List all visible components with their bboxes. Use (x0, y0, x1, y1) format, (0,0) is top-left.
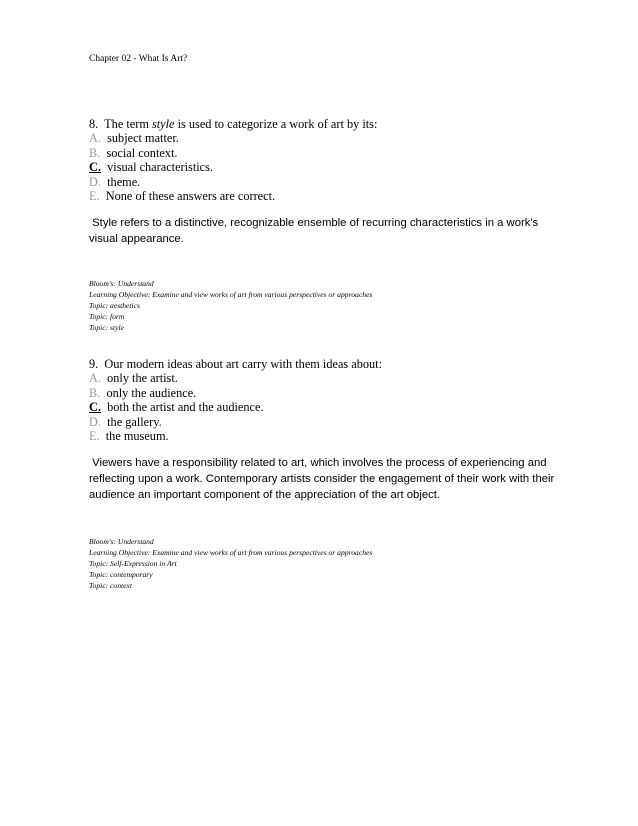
option-c-correct (89, 160, 559, 174)
option-text: only the artist. (107, 371, 178, 386)
option-e (89, 429, 559, 443)
option-text: only the audience. (106, 385, 197, 400)
meta-topic: Topic: aesthetics (89, 301, 140, 311)
explanation-text: Viewers have a responsibility related to art, which involves the process of experiencing and reflecting upon a work. Contemporary artists consider the engagement of their work with their audience an important component of the appreciation of the art object. (89, 457, 555, 502)
option-letter: A. (89, 371, 101, 386)
option-d (89, 415, 559, 429)
option-text: None of these answers are correct. (105, 189, 276, 204)
question-stem (89, 117, 559, 131)
option-text: theme. (107, 174, 141, 189)
explanation-text: Style refers to a distinctive, recognizable ensemble of recurring characteristics in a work's visual appearance. (89, 217, 539, 246)
meta-learning-objective: Learning Objective: Examine and view works of art from various perspectives or approaches (89, 548, 373, 558)
option-letter: A. (89, 131, 101, 146)
option-letter: B. (89, 385, 101, 400)
explanation (89, 455, 559, 503)
option-text: subject matter. (107, 131, 179, 146)
option-a (89, 131, 559, 145)
stem-text-post: is used to categorize a work of art by its: (174, 117, 378, 131)
question-stem (89, 357, 559, 371)
option-letter: E. (89, 189, 100, 204)
option-letter-correct: C. (89, 400, 101, 415)
option-letter-correct: C. (89, 160, 101, 175)
meta-blooms: Bloom's: Understand (89, 279, 154, 289)
question-metadata (89, 279, 559, 333)
meta-topic: Topic: contemporary (89, 569, 153, 579)
question-number: 8. (89, 117, 99, 131)
question-9 (89, 357, 559, 591)
option-letter: E. (89, 429, 100, 444)
option-text: visual characteristics. (107, 160, 213, 175)
option-text: both the artist and the audience. (107, 400, 264, 415)
option-c-correct (89, 400, 559, 414)
meta-topic: Topic: Self-Expression in Art (89, 559, 177, 569)
option-letter: D. (89, 414, 101, 429)
option-b (89, 386, 559, 400)
option-letter: B. (89, 145, 101, 160)
page-header: Chapter 02 - What Is Art? (89, 54, 188, 64)
option-a (89, 371, 559, 385)
option-letter: D. (89, 174, 101, 189)
option-e (89, 189, 559, 203)
option-text: the museum. (105, 429, 169, 444)
stem-text: Our modern ideas about art carry with them ideas about: (104, 357, 383, 371)
option-text: the gallery. (107, 414, 162, 429)
question-number: 9. (89, 357, 99, 371)
meta-topic: Topic: form (89, 311, 125, 321)
option-d (89, 175, 559, 189)
question-8 (89, 117, 559, 333)
question-metadata (89, 537, 559, 591)
stem-text-pre: The term (104, 117, 152, 131)
meta-topic: Topic: context (89, 580, 132, 590)
stem-text-emphasis: style (151, 117, 175, 131)
meta-topic: Topic: style (89, 322, 124, 332)
option-b (89, 146, 559, 160)
meta-learning-objective: Learning Objective: Examine and view works of art from various perspectives or approaches (89, 290, 373, 300)
explanation (89, 215, 559, 247)
meta-blooms: Bloom's: Understand (89, 537, 154, 547)
option-text: social context. (106, 145, 178, 160)
